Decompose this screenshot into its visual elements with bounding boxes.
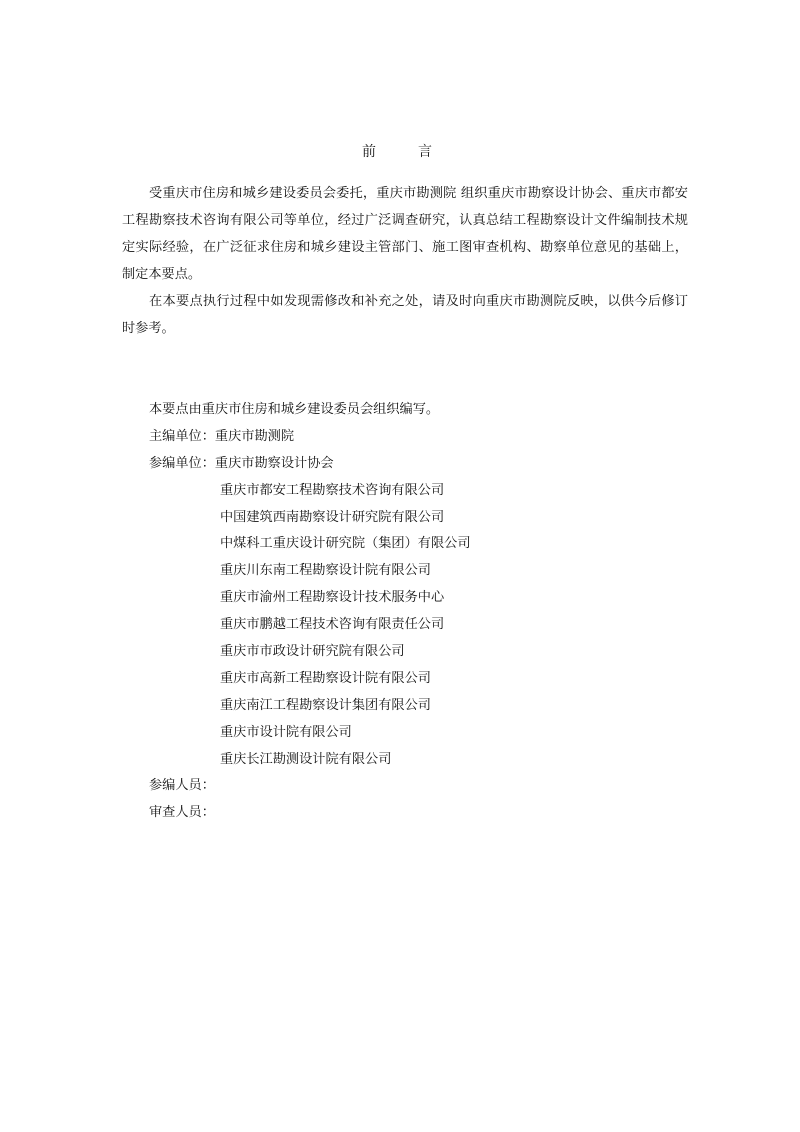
chief-unit-line: 主编单位：重庆市勘测院 (149, 428, 295, 444)
list-item: 重庆市渝州工程勘察设计技术服务中心 (220, 590, 445, 606)
list-item: 重庆市高新工程勘察设计院有限公司 (220, 670, 431, 686)
list-item: 重庆川东南工程勘察设计院有限公司 (220, 563, 431, 579)
list-item: 重庆长江勘测设计院有限公司 (220, 751, 392, 767)
list-item: 重庆南江工程勘察设计集团有限公司 (220, 697, 431, 713)
preface-paragraph: 在本要点执行过程中如发现需修改和补充之处，请及时向重庆市勘测院反映，以供今后修订时参考。 (122, 294, 688, 336)
preface-paragraph: 受重庆市住房和城乡建设委员会委托，重庆市勘测院 组织重庆市勘察设计协会、重庆市都安工程勘察技术咨询有限公司等单位，经过广泛调查研究，认真总结工程勘察设计文件编制技术规定实际经验，在广泛征求住房和城乡建设主管部门、施工图审查机构、勘察单位意见的基础上，制定本要点。 (122, 186, 688, 282)
list-item: 中煤科工重庆设计研究院（集团）有限公司 (220, 536, 471, 552)
organizer-line: 本要点由重庆市住房和城乡建设委员会组织编写。 (149, 402, 440, 417)
list-item: 重庆市鹏越工程技术咨询有限责任公司 (220, 617, 445, 633)
list-item: 重庆市市政设计研究院有限公司 (220, 644, 405, 660)
preface-section (122, 180, 688, 342)
participating-units-line: 参编单位：重庆市勘察设计协会 (149, 455, 334, 471)
participants-line: 参编人员： (149, 778, 215, 794)
participating-units-list (149, 478, 709, 774)
credits-section (149, 397, 709, 827)
reviewers-line: 审查人员： (149, 805, 215, 821)
list-item: 重庆市设计院有限公司 (220, 724, 352, 740)
list-item: 中国建筑西南勘察设计研究院有限公司 (220, 509, 445, 525)
list-item: 重庆市都安工程勘察技术咨询有限公司 (220, 482, 445, 498)
page-title: 前 言 (362, 144, 446, 160)
